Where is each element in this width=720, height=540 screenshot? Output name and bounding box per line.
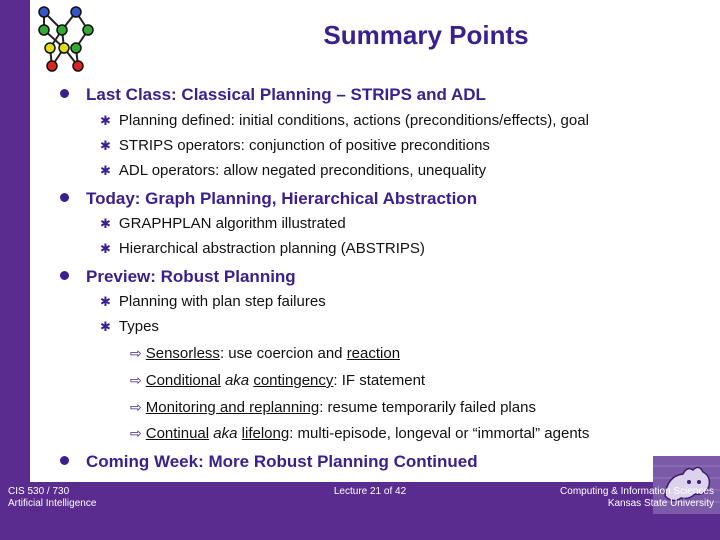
sub-bullet bbox=[100, 137, 490, 154]
footer-lecture: Lecture 21 of 42 bbox=[333, 486, 407, 497]
bullet-text: Preview: Robust Planning bbox=[86, 267, 296, 286]
sub-bullet bbox=[100, 240, 425, 257]
asterisk-icon: ✱ bbox=[100, 294, 111, 309]
arrow-right-icon: ⇨ bbox=[130, 425, 142, 441]
course-name: Artificial Intelligence bbox=[8, 498, 97, 509]
type-item bbox=[130, 399, 536, 416]
term: contingency bbox=[253, 372, 334, 389]
graph-logo-icon bbox=[30, 2, 102, 78]
type-text: : IF statement bbox=[333, 372, 426, 389]
sub-bullet-text: GRAPHPLAN algorithm illustrated bbox=[118, 215, 346, 232]
arrow-right-icon: ⇨ bbox=[130, 372, 142, 388]
arrow-right-icon: ⇨ bbox=[130, 345, 142, 361]
type-text: : use coercion and bbox=[219, 345, 347, 362]
asterisk-icon: ✱ bbox=[100, 138, 111, 153]
bullet-dot-icon bbox=[60, 271, 69, 280]
type-text: : multi-episode, longeval or “immortal” agents bbox=[289, 425, 590, 442]
term: reaction bbox=[346, 345, 401, 362]
aka-text: aka bbox=[213, 425, 238, 442]
sub-bullet bbox=[100, 112, 589, 129]
type-item bbox=[130, 425, 589, 442]
arrow-right-icon: ⇨ bbox=[130, 399, 142, 415]
sub-bullet-text: ADL operators: allow negated preconditions, unequality bbox=[118, 162, 487, 179]
footer-institution bbox=[560, 486, 714, 510]
sub-bullet bbox=[100, 215, 346, 232]
bullet-today bbox=[60, 189, 477, 209]
bullet-last-class bbox=[60, 85, 486, 105]
bullet-text: Coming Week: More Robust Planning Continued bbox=[86, 452, 478, 471]
sub-bullet bbox=[100, 162, 486, 179]
slide-title: Summary Points bbox=[323, 20, 529, 50]
bullet-text: Last Class: Classical Planning – STRIPS and ADL bbox=[86, 85, 486, 104]
bullet-coming-week bbox=[60, 452, 478, 472]
bullet-text: Today: Graph Planning, Hierarchical Abstraction bbox=[86, 189, 478, 208]
bullet-dot-icon bbox=[60, 193, 69, 202]
asterisk-icon: ✱ bbox=[100, 163, 111, 178]
type-item bbox=[130, 372, 425, 389]
sub-bullet-text: Planning with plan step failures bbox=[118, 293, 326, 310]
sub-bullet bbox=[100, 318, 159, 335]
type-text: : resume temporarily failed plans bbox=[319, 399, 536, 416]
sub-bullet-text: Hierarchical abstraction planning (ABSTRIPS) bbox=[118, 240, 425, 257]
type-item bbox=[130, 345, 400, 362]
term: Conditional bbox=[145, 372, 221, 389]
bullet-preview bbox=[60, 267, 296, 287]
bullet-dot-icon bbox=[60, 456, 69, 465]
sub-bullet-text: Types bbox=[118, 318, 159, 335]
term: lifelong bbox=[241, 425, 290, 442]
sub-bullet-text: STRIPS operators: conjunction of positive preconditions bbox=[118, 137, 490, 154]
sub-bullet-text: Planning defined: initial conditions, actions (preconditions/effects), goal bbox=[118, 112, 589, 129]
department-name: Computing & Information Sciences bbox=[560, 486, 714, 497]
term: Sensorless bbox=[145, 345, 220, 362]
asterisk-icon: ✱ bbox=[100, 216, 111, 231]
term: Monitoring and replanning bbox=[145, 399, 320, 416]
bullet-dot-icon bbox=[60, 89, 69, 98]
university-name: Kansas State University bbox=[607, 498, 714, 509]
sub-bullet bbox=[100, 293, 326, 310]
left-sidebar-bar bbox=[0, 0, 30, 540]
footer-course bbox=[8, 486, 96, 510]
course-code: CIS 530 / 730 bbox=[8, 486, 70, 497]
asterisk-icon: ✱ bbox=[100, 319, 111, 334]
asterisk-icon: ✱ bbox=[100, 241, 111, 256]
term: Continual bbox=[145, 425, 210, 442]
aka-text: aka bbox=[224, 372, 250, 389]
asterisk-icon: ✱ bbox=[100, 113, 111, 128]
